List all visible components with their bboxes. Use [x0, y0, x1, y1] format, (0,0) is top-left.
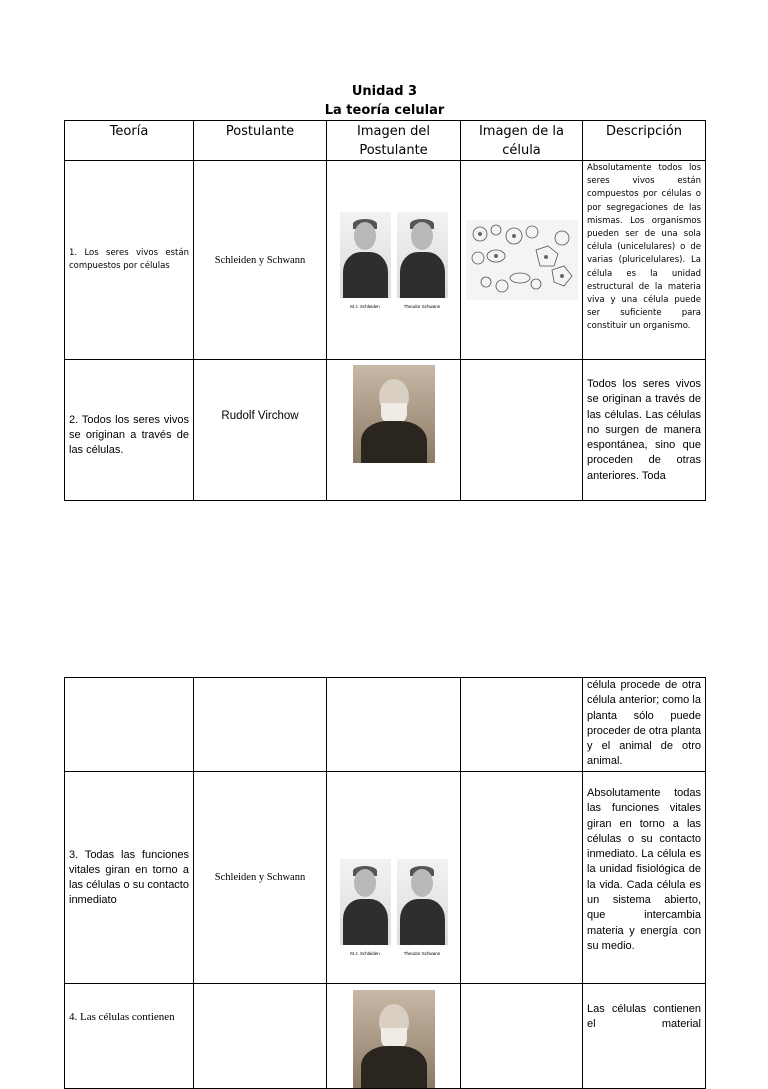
table-row: [65, 772, 706, 984]
theory-text: 3. Todas las funciones vitales giran en torno a las células o su contacto inmediato: [65, 772, 194, 984]
schleiden-portrait: [340, 859, 391, 945]
postulant-name: Rudolf Virchow: [194, 360, 327, 501]
description-text: Absolutamente todos los seres vivos están compuestos por células o por segregaciones de las mismas. Los organismos pueden ser de una sola célula (unicelulares) o de varias (pluricelulares). La célula es la unidad estructural de la materia viva y una célula puede ser suficiente para constituir un organismo.: [583, 161, 706, 360]
portrait-caption: Theodor Schwann: [403, 951, 441, 956]
portrait-caption: M.J. Schleiden: [350, 303, 380, 309]
schleiden-schwann-portraits: [327, 212, 460, 298]
column-header-theory: Teoría: [65, 121, 194, 161]
cell-image-cell: [461, 360, 583, 501]
virchow-portrait: [353, 990, 435, 1088]
schwann-portrait: [397, 859, 448, 945]
schleiden-portrait: [340, 212, 391, 298]
postulant-image-cell: [327, 772, 461, 984]
column-header-description: Descripción: [583, 121, 706, 161]
description-text: Absolutamente todas las funciones vitales giran en torno a las células o su contacto inmediato. La célula es la unidad fisiológica de la vida. Cada célula es un sistema abierto, que intercambia materia y energía con su medio.: [583, 772, 706, 984]
table-row: [65, 678, 706, 772]
portrait-caption: Theodor Schwann: [403, 303, 441, 309]
postulant-image-cell: [327, 360, 461, 501]
table-row: [65, 360, 706, 501]
postulant-image-cell: [327, 161, 461, 360]
postulant-name: [194, 678, 327, 772]
description-text: célula procede de otra célula anterior; como la planta sólo puede proceder de otra planta y el animal de otro animal.: [583, 678, 706, 772]
theory-table-part-2: [64, 677, 706, 1089]
theory-text: 2. Todos los seres vivos se originan a través de las células.: [65, 360, 194, 501]
unit-heading: Unidad 3: [351, 84, 418, 99]
table-row: [65, 984, 706, 1089]
description-text: Todos los seres vivos se originan a través de las células. Las células no surgen de manera espontánea, sino que proceden de otras anteriores. Toda: [583, 360, 706, 501]
column-header-postulant-image: Imagen del Postulante: [327, 121, 461, 161]
document-title: La teoría celular: [324, 103, 445, 118]
cell-image-cell: [461, 772, 583, 984]
virchow-portrait: [353, 365, 435, 463]
cell-image-cell: [461, 678, 583, 772]
cell-drawing-image: [466, 220, 578, 300]
portrait-caption: M.J. Schleiden: [350, 951, 380, 956]
theory-text: 4. Las células contienen: [65, 984, 194, 1089]
column-header-cell-image: Imagen de la célula: [461, 121, 583, 161]
postulant-name: [194, 984, 327, 1089]
cell-image-cell: [461, 984, 583, 1089]
theory-table-part-1: [64, 120, 706, 501]
postulant-image-cell: [327, 984, 461, 1089]
cell-image-cell: [461, 161, 583, 360]
postulant-image-cell: [327, 678, 461, 772]
schleiden-schwann-portraits: [327, 859, 460, 945]
description-text: Las células contienen el material: [583, 984, 706, 1089]
postulant-name: Schleiden y Schwann: [194, 772, 327, 984]
schwann-portrait: [397, 212, 448, 298]
theory-text: [65, 678, 194, 772]
column-header-postulant: Postulante: [194, 121, 327, 161]
postulant-name: Schleiden y Schwann: [194, 161, 327, 360]
table-row: [65, 161, 706, 360]
theory-text: 1. Los seres vivos están compuestos por células: [65, 161, 194, 360]
